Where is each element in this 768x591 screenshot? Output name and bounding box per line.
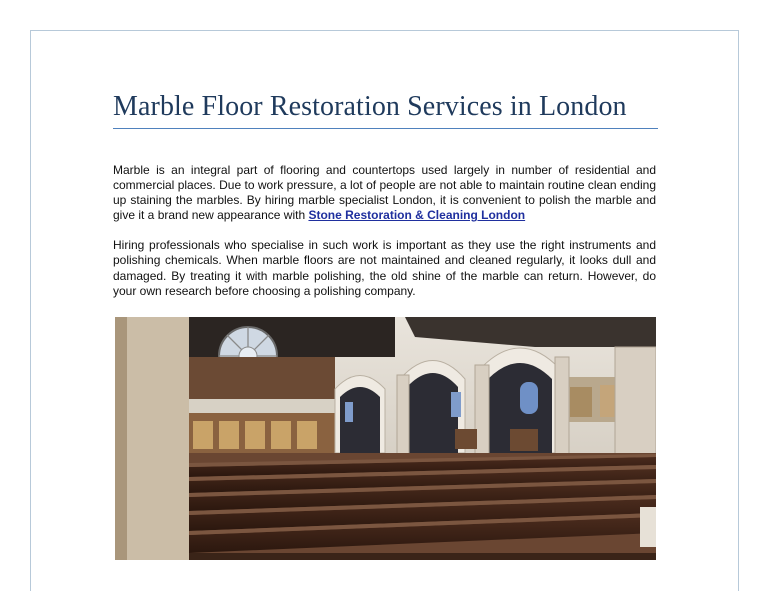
paragraph-1 [113,163,656,223]
document-page [30,30,739,591]
paragraph-2: Hiring professionals who specialise in such work is important as they use the right instruments and polishing chemicals. When marble floors are not maintained and cleaned regularly, it looks dull and damaged. By treating it with marble polishing, the old shine of the marble can return. However, do your own research before choosing a polishing company. [113,238,656,298]
church-interior-photo [115,317,656,560]
paragraph-1-text: Marble is an integral part of flooring and countertops used largely in number of residential and commercial places. Due to work pressure, a lot of people are not able to maintain routine clean ending up staining the marbles. By hiring marble specialist London, it is convenient to polish the marble and give it a brand new appearance with [113,163,656,222]
stone-restoration-link[interactable]: Stone Restoration & Cleaning London [308,208,526,222]
page-title: Marble Floor Restoration Services in London [113,91,627,122]
title-underline [113,128,658,129]
church-interior-image [115,317,656,560]
